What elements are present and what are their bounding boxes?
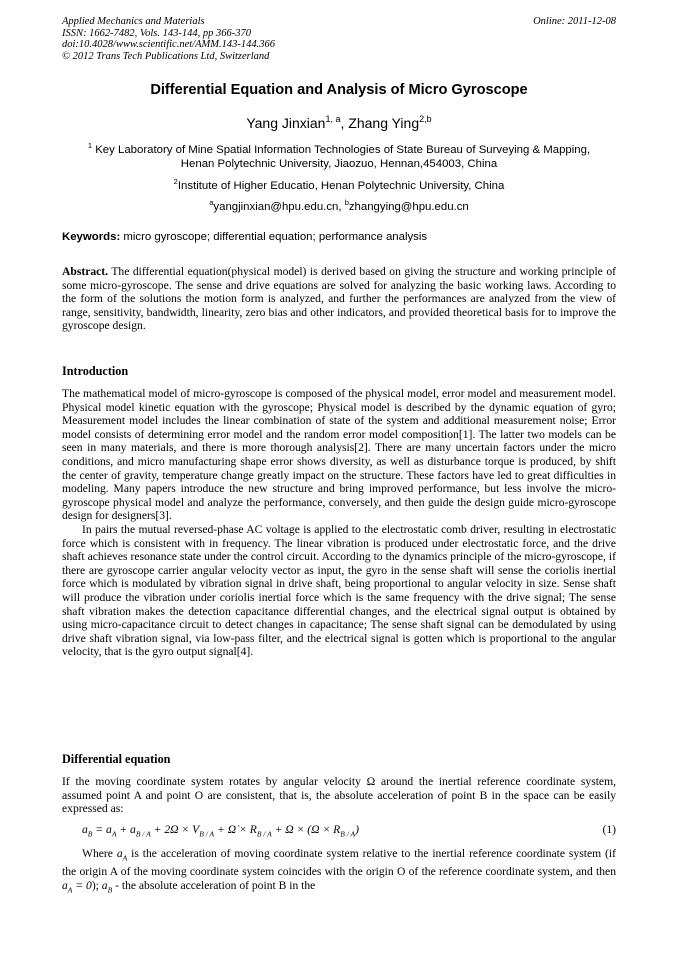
author-line xyxy=(62,114,616,131)
author-1: Yang Jinxian xyxy=(246,115,326,131)
author-separator: , xyxy=(340,115,349,131)
issn-line: ISSN: 1662-7482, Vols. 143-144, pp 366-370 xyxy=(62,27,251,39)
doi-line: doi:10.4028/www.scientific.net/AMM.143-144.366 xyxy=(62,39,275,51)
equation-1 xyxy=(62,823,616,839)
keywords-text: micro gyroscope; differential equation; performance analysis xyxy=(120,231,428,243)
author-2: Zhang Ying xyxy=(348,115,420,131)
abstract xyxy=(62,265,616,333)
equation-1-formula: $a_B = a_A + a_{B / A} + 2\Omega \times V_{B / A}$ + Ω̇ × $R_{B / A} + \Omega \times (\Omega \times R_{B / A})$ xyxy=(82,823,360,839)
introduction-paragraph-1: The mathematical model of micro-gyroscope is composed of the physical model, error model and measurement model. Physical model kinetic equation with the gyroscope; Physical model is described by the dynamic equation of gyro; Measurement model includes the linear combination of state of the system and additional measurement noise; Error model consists of determining error model and the random error model composition[1]. The latter two models can be seen in many materials, and there is more thorough analysis[2]. There are many uncertain factors under the micro conditions, and micro manufacturing shape error shows diversity, as well as disturbance torque is produced, by shift the center of gravity, temperature change greatly impact on the structure. These factors have led to great difficulties in modeling. Many papers introduce the new structure and bring improved performance, but less involve the micro-gyroscope physical model and analyze the performance, conversely, and then guide the design guide micro-gyroscope design for designers[3]. xyxy=(62,387,616,523)
differential-p2-a: Where xyxy=(82,847,117,860)
introduction-heading: Introduction xyxy=(62,364,129,378)
differential-paragraph-2 xyxy=(62,847,616,896)
symbol-a-B: $a_B$ xyxy=(101,878,113,894)
differential-p2-d: - the absolute acceleration of point B in the xyxy=(112,878,316,892)
author-2-sup: 2,b xyxy=(419,114,432,124)
introduction-body xyxy=(62,387,616,659)
affiliation-1-sup: 1 xyxy=(87,141,93,150)
affiliation-2-sup: 2 xyxy=(173,177,178,186)
equation-1-number: (1) xyxy=(602,823,616,836)
differential-heading: Differential equation xyxy=(62,752,171,766)
affiliation-2 xyxy=(62,175,616,193)
online-date: Online: 2011-12-08 xyxy=(533,16,616,27)
affiliation-1-line2: Henan Polytechnic University, Jiaozuo, Hennan,454003, China xyxy=(180,158,498,170)
differential-paragraph-1: If the moving coordinate system rotates by angular velocity Ω around the inertial reference coordinate system, assumed point A and point O are consistent, that is, the absolute acceleration of point B in the space can be easily expressed as: xyxy=(62,775,616,816)
symbol-a-A-zero: $a_A = 0$ xyxy=(62,878,92,894)
journal-name: Applied Mechanics and Materials xyxy=(62,16,205,27)
email-b-sup: b xyxy=(344,198,349,207)
keywords xyxy=(62,231,616,243)
differential-p2-b: is the acceleration of moving coordinate system relative to the inertial reference coordinate system (if the origin A of the moving coordinate system coincides with the origin O of the reference coordinate system, and then xyxy=(62,847,616,878)
affiliation-1 xyxy=(62,139,616,171)
keywords-label: Keywords: xyxy=(62,231,121,243)
copyright-line: © 2012 Trans Tech Publications Ltd, Switzerland xyxy=(62,50,270,62)
affiliation-2-text: Institute of Higher Educatio, Henan Polytechnic University, China xyxy=(177,180,505,192)
introduction-paragraph-2: In pairs the mutual reversed-phase AC voltage is applied to the electrostatic comb driver, resulting in electrostatic force which is consistent with in frequency. The linear vibration is produced under electrostatic force, and the drive shaft achieves resonance state under the control circuit. According to the dynamics principle of the micro-gyroscope, if there are gyroscope carrier angular velocity vector as input, the gyro in the sense shaft will sense the coriolis inertial force which is modulated by vibration signal in drive shaft, being proportional to angular velocity in size. Sense shaft will produce the vibration under coriolis inertial force which is the same frequency with the drive signal; The sense shaft vibration makes the detection capacitance differential changes, and the electrical signal output is obtained by using micro-capacitance circuit to detect changes in capacitance; The sense shaft signal can be demodulated by using drive shaft vibration signal, via low-pass filter, and the electrical signal is gotten which is proportional to the angular velocity, that is the gyro output signal[4]. xyxy=(62,522,616,659)
differential-p2-c: ); xyxy=(91,878,102,892)
paper-title: Differential Equation and Analysis of Micro Gyroscope xyxy=(150,82,528,98)
abstract-text: The differential equation(physical model) is derived based on giving the structure and working principle of some micro-gyroscope. The sense and drive equations are solved for analyzing the basic working laws. According to the form of the solutions the motion form is analyzed, and further the performances are analyzed from the view of range, sensitivity, bandwidth, linearity, zero bias and other indicators, and provided theoretical basis for to improve the gyroscope design. xyxy=(62,265,616,333)
email-a: yangjinxian@hpu.edu.cn, xyxy=(213,201,345,213)
email-a-sup: a xyxy=(209,198,214,207)
email-line xyxy=(62,196,616,214)
email-b: zhangying@hpu.edu.cn xyxy=(348,201,469,213)
symbol-a-A: $a_A$ xyxy=(116,847,128,863)
author-1-sup: 1, a xyxy=(325,114,341,124)
journal-header xyxy=(62,16,616,62)
affiliation-1-line1: Key Laboratory of Mine Spatial Information Technologies of State Bureau of Surveying & Mapping, xyxy=(92,144,591,156)
abstract-label: Abstract. xyxy=(62,265,109,278)
